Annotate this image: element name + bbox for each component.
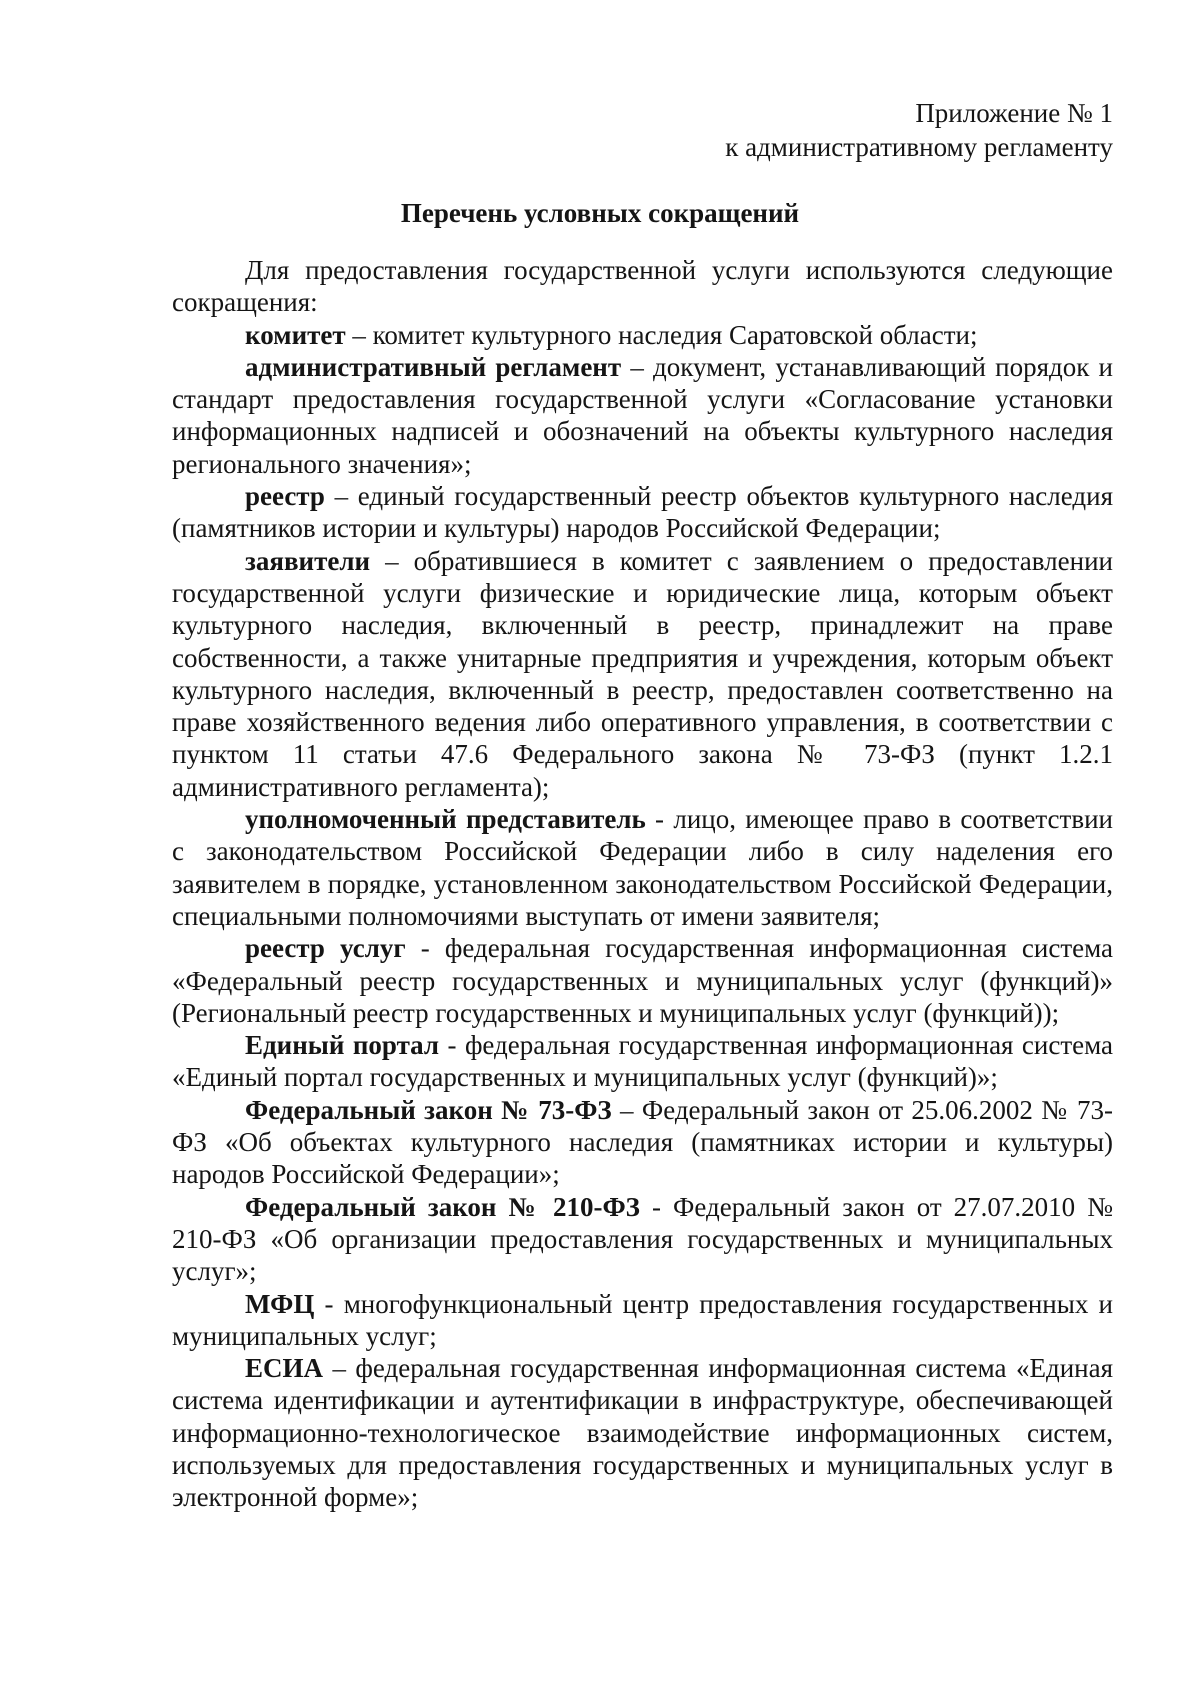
definition-text: документ, устанавливающий порядок и стандарт предоставления государственной услуги «Согласование установки информационных надписей и обозначений на объекты культурного наследия регионального значения»; <box>172 351 1113 479</box>
appendix-header <box>725 96 1113 164</box>
definition-law-73 <box>172 1094 1113 1191</box>
definition-mfc <box>172 1288 1113 1353</box>
definition-text: единый государственный реестр объектов культурного наследия (памятников истории и культуры) народов Российской Федерации; <box>172 481 1114 544</box>
definition-separator: – <box>621 351 654 382</box>
definition-admin-reglament <box>172 351 1113 480</box>
definition-text: комитет культурного наследия Саратовской области; <box>372 319 978 350</box>
definition-term: Федеральный закон № 73-ФЗ <box>245 1094 612 1125</box>
appendix-subtitle: к административному регламенту <box>725 132 1113 162</box>
definition-text: федеральная государственная информационная система «Федеральный реестр государственных и муниципальных услуг (функций)» (Региональный реестр государственных и муниципальных услуг (функций)); <box>172 933 1114 1028</box>
document-body <box>172 254 1113 1514</box>
definition-text: лицо, имеющее право в соответствии с законодательством Российской Федерации либо в силу наделения его заявителем в порядке, установленном законодательством Российской Федерации, специальными полномочиями выступать от имени заявителя; <box>172 804 1113 931</box>
definition-separator: – <box>324 481 358 512</box>
definition-term: комитет <box>245 319 346 350</box>
definition-text: федеральная государственная информационная система «Единая система идентификации и аутентификации в инфраструктуре, обеспечивающей информационно-технологическое взаимодействие информационных систем, используемых для предоставления государственных и муниципальных услуг в электронной форме»; <box>172 1353 1113 1513</box>
definition-text: федеральная государственная информационная система «Единый портал государственных и муниципальных услуг (функций)»; <box>172 1030 1113 1093</box>
definition-separator: - <box>645 804 674 835</box>
definition-term: Федеральный закон № 210-ФЗ <box>245 1191 640 1222</box>
definition-term: Единый портал <box>245 1030 440 1061</box>
definition-text: Федеральный закон от 27.07.2010 № 210-ФЗ «Об организации предоставления государственных и муниципальных услуг»; <box>172 1191 1113 1287</box>
definition-separator: - <box>314 1288 344 1319</box>
definition-law-210 <box>172 1191 1113 1288</box>
intro-paragraph: Для предоставления государственной услуги используются следующие сокращения: <box>172 255 1113 318</box>
definition-services-registry <box>172 932 1113 1029</box>
definition-separator: – <box>345 319 373 350</box>
definition-term: заявители <box>245 545 371 576</box>
definition-text: обратившиеся в комитет с заявлением о предоставлении государственной услуги физические и юридические лица, которым объект культурного наследия, включенный в реестр, принадлежит на праве собственности, а также унитарные предприятия и учреждения, которым объект культурного наследия, включенный в реестр, предоставлен соответственно на праве хозяйственного ведения либо оперативного управления, в соответствии с пунктом 11 статьи 47.6 Федерального закона № 73-ФЗ (пункт 1.2.1 административного регламента); <box>172 545 1113 802</box>
definition-separator: - <box>439 1030 465 1061</box>
definition-reestr <box>172 480 1113 545</box>
definition-term: уполномоченный представитель <box>245 804 646 835</box>
appendix-number: Приложение № 1 <box>915 98 1113 128</box>
definition-term: реестр услуг <box>245 933 406 964</box>
definition-representative <box>172 803 1113 932</box>
definition-zayaviteli <box>172 545 1113 803</box>
definition-single-portal <box>172 1029 1113 1094</box>
definition-separator: – <box>611 1094 642 1125</box>
definition-term: реестр <box>245 481 325 512</box>
definition-komitet <box>172 319 1113 351</box>
definition-separator: - <box>639 1191 674 1222</box>
definition-term: МФЦ <box>245 1288 315 1319</box>
document-title: Перечень условных сокращений <box>400 198 800 228</box>
definition-text: многофункциональный центр предоставления государственных и муниципальных услуг; <box>172 1288 1113 1351</box>
definition-separator: – <box>370 545 414 576</box>
definition-term: административный регламент <box>245 351 622 382</box>
definition-term: ЕСИА <box>245 1353 324 1384</box>
definition-separator: - <box>405 933 445 964</box>
definition-esia <box>172 1352 1113 1513</box>
definition-separator: – <box>323 1353 356 1384</box>
definition-text: Федеральный закон от 25.06.2002 № 73-ФЗ «Об объектах культурного наследия (памятниках истории и культуры) народов Российской Федерации»; <box>172 1094 1113 1190</box>
